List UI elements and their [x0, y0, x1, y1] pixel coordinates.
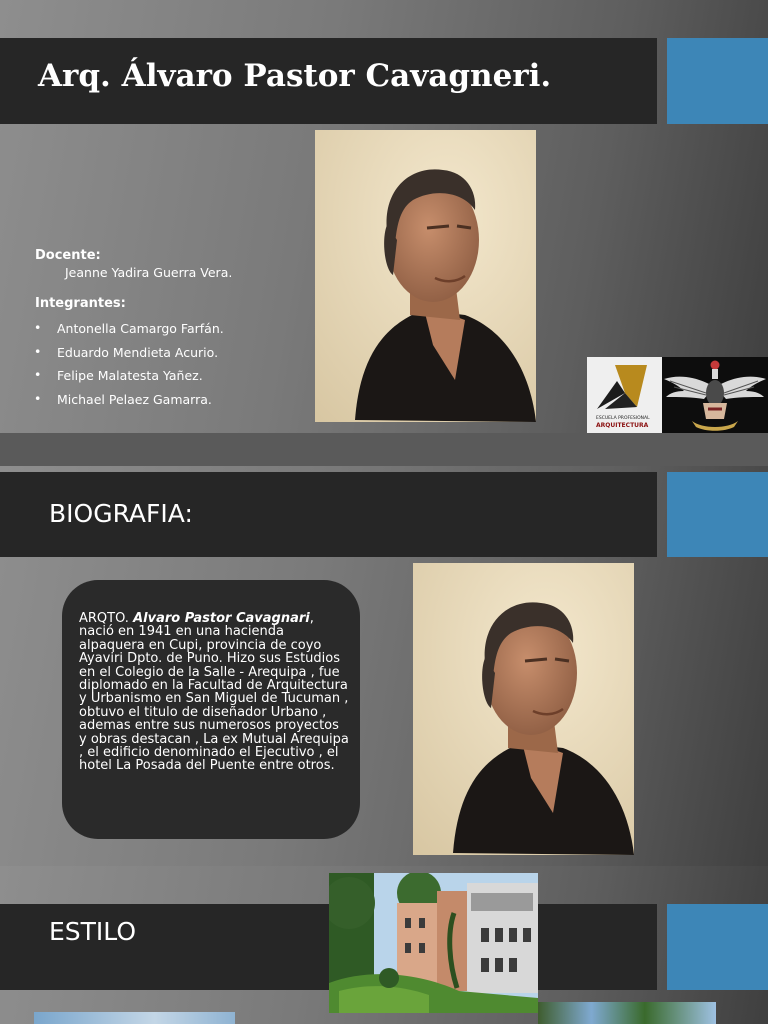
- integrante-item: Eduardo Mendieta Acurio.: [57, 345, 219, 360]
- building-photo: [329, 873, 538, 1013]
- university-eagle-logo: [662, 357, 768, 433]
- bio-body: , nació en 1941 en una hacienda alpaquera en Cupi, provincia de coyo Ayaviri Dpto. de Puno. Hizo sus Estudios en el Colegio de la Salle - Arequipa , fue diplomado en la Facultad de Arquitectura y Urbanismo en San Miguel de Tucuman , obtuvo el titulo de diseñador Urbano , ademas entre sus numerosos proyectos y obras destacan , La ex Mutual Arequipa , el edificio denominado el Ejecutivo , el hotel La Posada del Puente entre otros.: [79, 611, 349, 774]
- integrantes-label: Integrantes:: [35, 296, 126, 311]
- integrante-item: Felipe Malatesta Yañez.: [57, 368, 203, 383]
- portrait-photo: [413, 563, 634, 855]
- integrante-item: Antonella Camargo Farfán.: [57, 321, 224, 336]
- section-title: BIOGRAFIA:: [49, 499, 193, 528]
- logo-text-bottom: ARQUITECTURA: [596, 422, 649, 429]
- docente-name: Jeanne Yadira Guerra Vera.: [65, 265, 233, 280]
- integrante-item: Michael Pelaez Gamarra.: [57, 392, 212, 407]
- bullet-icon: •: [34, 391, 42, 406]
- building-photo-bottom-right: [538, 1002, 716, 1024]
- logo-text-top: ESCUELA PROFESIONAL: [596, 416, 650, 421]
- slide-gap: [0, 433, 768, 466]
- bullet-icon: •: [34, 344, 42, 359]
- bio-prefix: ARQTO.: [79, 611, 134, 626]
- bullet-icon: •: [34, 367, 42, 382]
- accent-square: [667, 904, 768, 990]
- building-photo-bottom-left: [34, 1012, 235, 1024]
- biography-text: [79, 612, 349, 773]
- architecture-school-logo: [587, 357, 662, 433]
- slide-title: Arq. Álvaro Pastor Cavagneri.: [38, 58, 552, 94]
- portrait-photo: [315, 130, 536, 422]
- slide-3: [0, 866, 768, 1024]
- bio-name: Alvaro Pastor Cavagnari: [133, 611, 310, 626]
- slide-1: [0, 0, 768, 433]
- accent-square: [667, 472, 768, 557]
- docente-label: Docente:: [35, 248, 101, 263]
- bullet-icon: •: [34, 320, 42, 335]
- accent-square: [667, 38, 768, 124]
- section-title: ESTILO: [49, 917, 137, 946]
